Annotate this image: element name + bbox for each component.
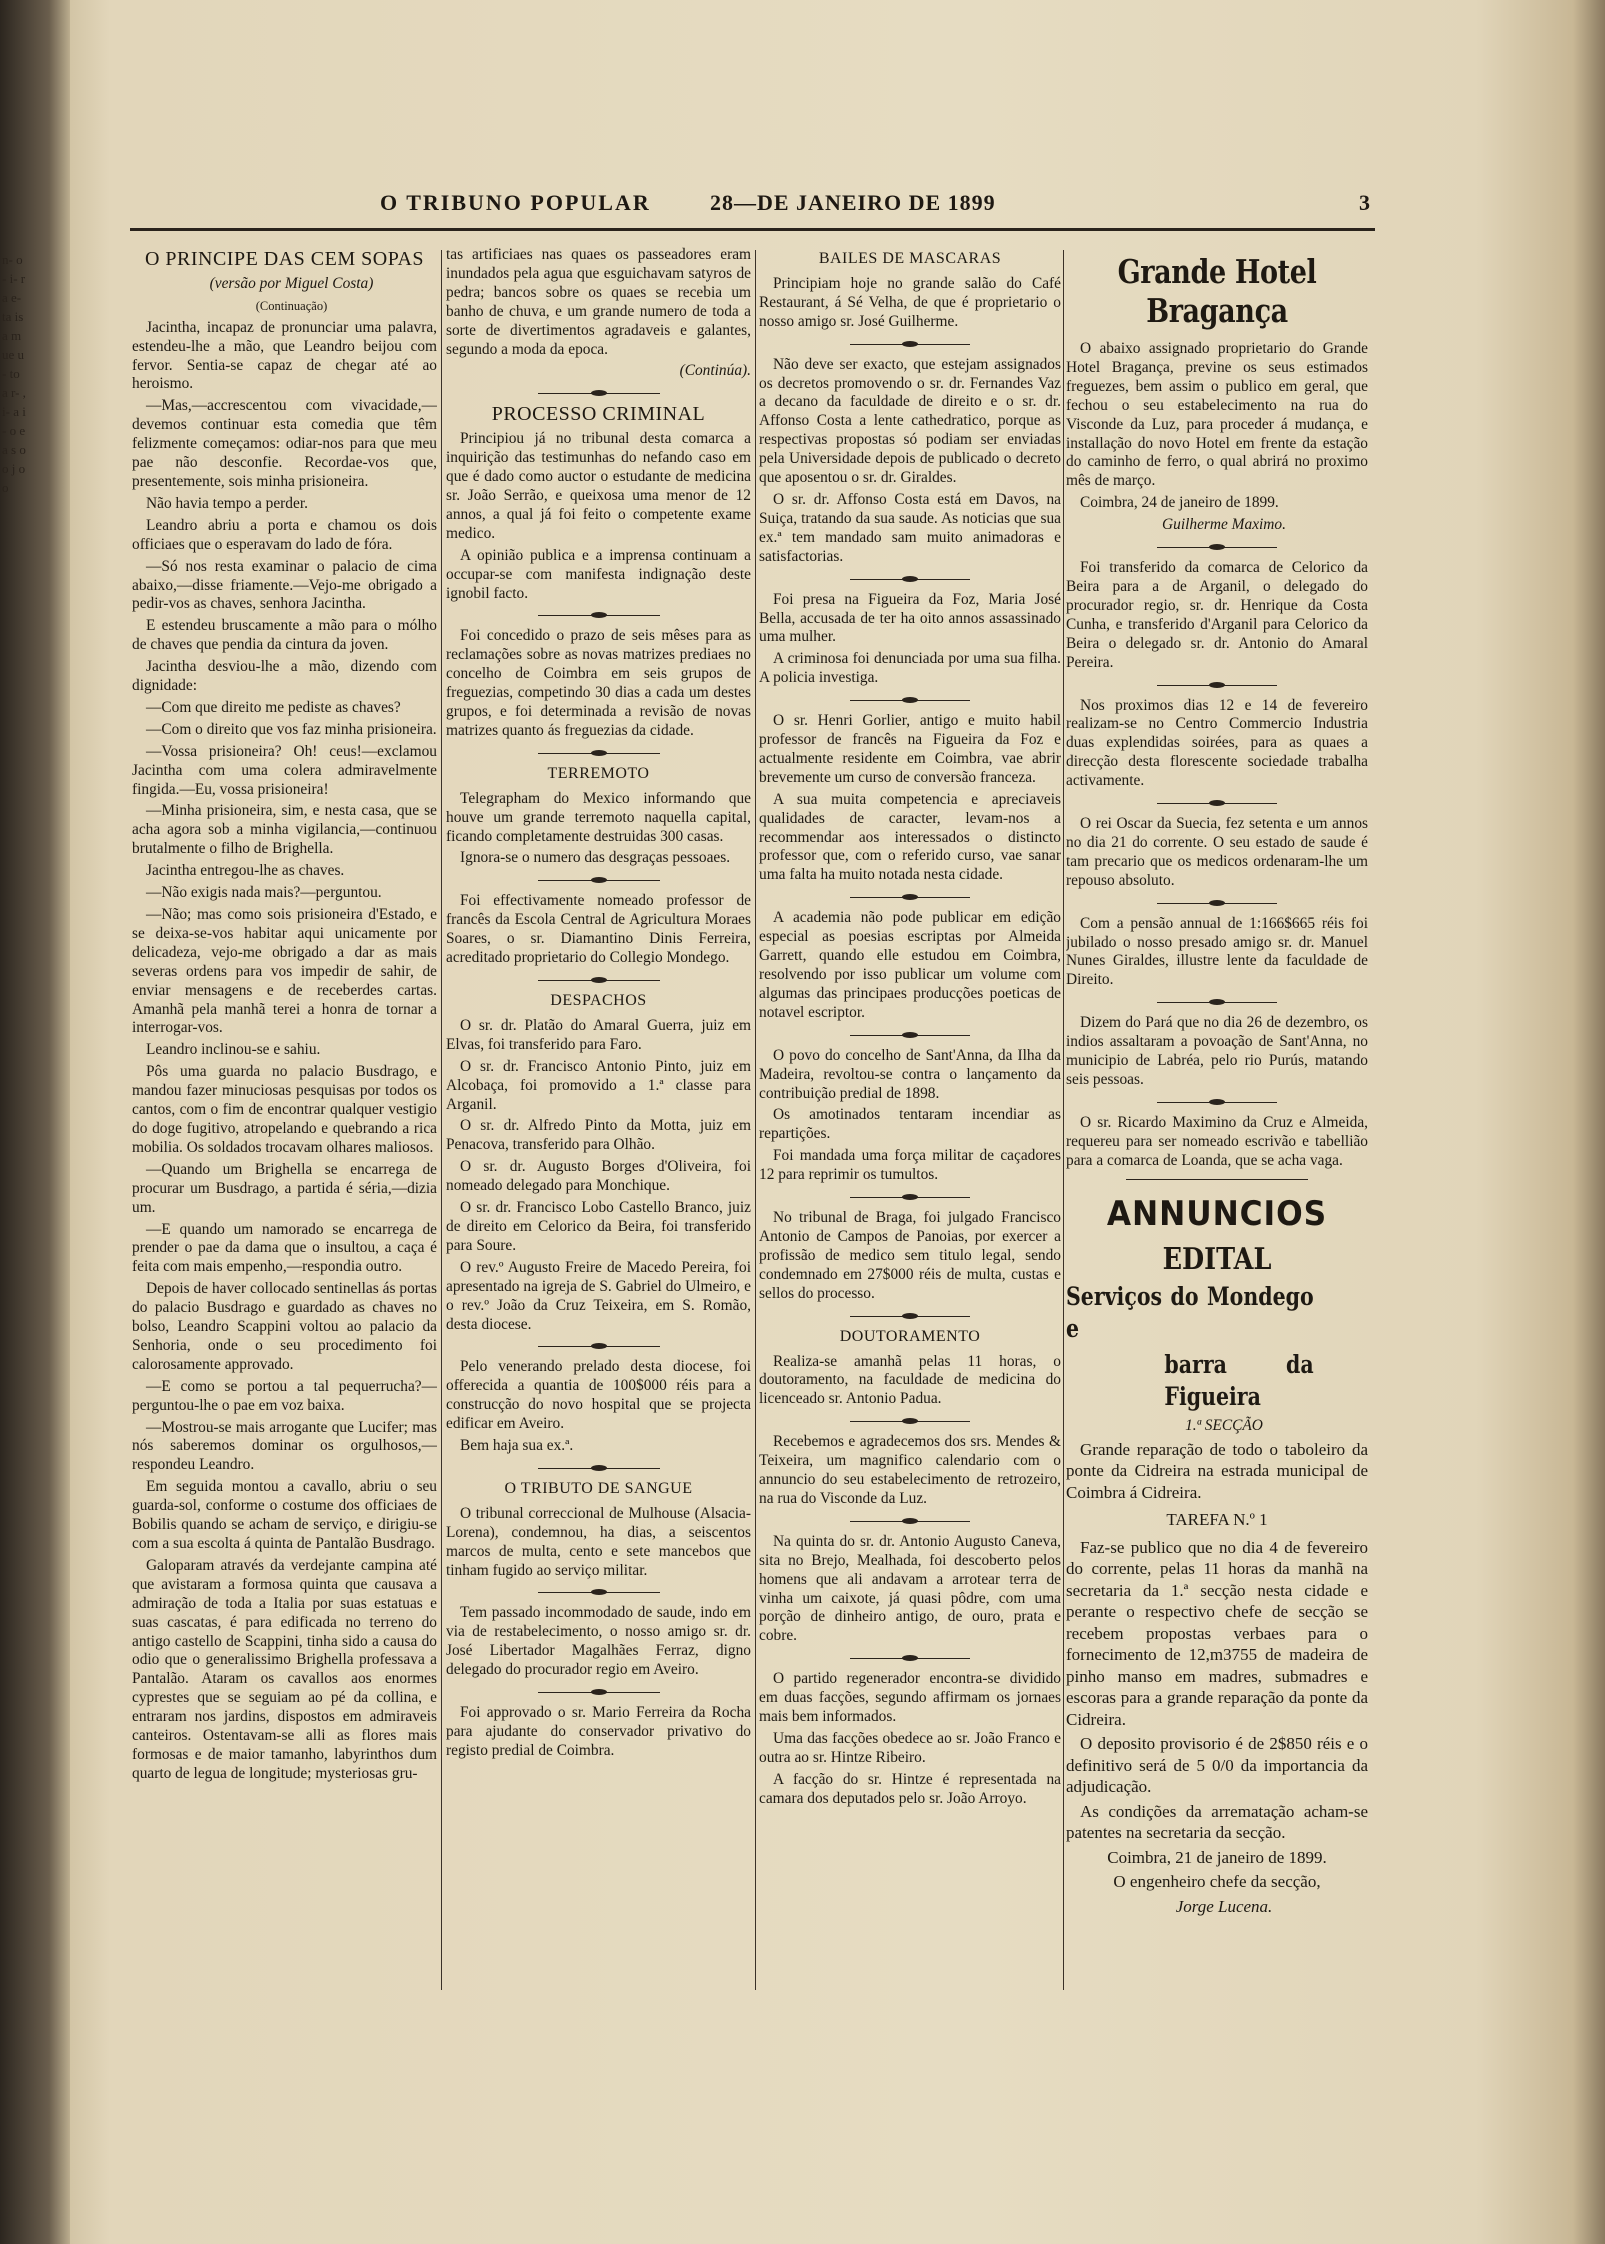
paragraph: As condições da arrematação acham-se patentes na secretaria da secção. xyxy=(1066,1801,1368,1843)
column-2 xyxy=(446,246,751,2006)
paragraph: —Só nos resta examinar o palacio de cima abaixo,—disse friamente.—Vejo-me obrigado a pedir-vos as chaves, senhora Jacintha. xyxy=(132,557,437,613)
paragraph: —Mostrou-se mais arrogante que Lucifer; mas nós saberemos dominar os orgulhosos,—respondeu Leandro. xyxy=(132,1418,437,1474)
section-heading: O TRIBUTO DE SANGUE xyxy=(504,1479,693,1497)
edital-title-line-2: barra da Figueira xyxy=(1164,1349,1314,1411)
ornament-separator xyxy=(759,336,1061,352)
paragraph: Leandro inclinou-se e sahiu. xyxy=(146,1041,321,1059)
ornament-separator xyxy=(759,692,1061,708)
paragraph: O povo do concelho de Sant'Anna, da Ilha da Madeira, revoltou-se contra o lançamento da contribuição predial de 1898. xyxy=(759,1046,1061,1102)
continua-label: (Continúa). xyxy=(679,362,751,380)
paragraph: O sr. Ricardo Maximino da Cruz e Almeida, requereu para ser nomeado escrivão e tabellião para a comarca de Loanda, que se acha vaga. xyxy=(1066,1113,1368,1169)
paragraph: O sr. Henri Gorlier, antigo e muito habil professor de francês na Figueira da Foz e actualmente residente em Coimbra, vae abrir brevemente um curso de conversão franceza. xyxy=(759,712,1061,786)
paragraph: Foi mandada uma força militar de caçadores 12 para reprimir os tumultos. xyxy=(759,1147,1061,1184)
paragraph: Foi transferido da comarca de Celorico da Beira para a de Arganil, o delegado do procurador regio, sr. dr. Henrique da Costa Cunha, e transferido d'Arganil para Celorico da Beira o delegado sr. dr. Antonio do Amaral Pereira. xyxy=(1066,559,1368,671)
paragraph: Em seguida montou a cavallo, abriu o seu guarda-sol, conforme o costume dos officiaes de Bobilis quando se acham de serviço, e dirigiu-se com a sua escolta á quinta de Pantalão Busdrago. xyxy=(132,1478,437,1552)
paragraph: Pelo venerando prelado desta diocese, foi offerecida a quantia de 100$000 réis para a construcção do novo hospital que se projecta edificar em Aveiro. xyxy=(446,1358,751,1433)
paragraph: Jacintha, incapaz de pronunciar uma palavra, estendeu-lhe a mão, que Leandro beijou com fervor. Sentia-se capaz de chegar até ao heroismo. xyxy=(132,318,437,393)
ornament-separator xyxy=(446,385,751,401)
ornament-separator xyxy=(759,1189,1061,1205)
section-heading: PROCESSO CRIMINAL xyxy=(491,403,706,426)
ornament-separator xyxy=(446,1338,751,1354)
paragraph: tas artificiaes nas quaes os passeadores eram inundados pela agua que esguichavam satyros de pedra; bancos sobre os quaes se recebia um banho de chuva, e um grande numero de toda a sorte de divertimentos agradaveis e galantes, segundo a moda da epoca. xyxy=(446,246,751,358)
paragraph: Principiou já no tribunal desta comarca a inquirição das testimunhas do nefando caso em que é dado como auctor o estudante de medicina sr. João Serrão, e queixosa uma menor de 12 annos, a qual já foi feito o competente exame medico. xyxy=(446,430,751,542)
column-rule xyxy=(1063,250,1064,1990)
column-1 xyxy=(132,246,437,2006)
ornament-separator xyxy=(1066,1094,1368,1110)
paragraph: Não havia tempo a perder. xyxy=(146,494,308,512)
paragraph: O rev.º Augusto Freire de Macedo Pereira, foi apresentado na igreja de S. Gabriel do Ulmeiro, e o rev.º João da Cruz Teixeira, em S. Romão, desta diocese. xyxy=(446,1258,751,1333)
edital-chief: O engenheiro chefe da secção, xyxy=(1113,1872,1321,1892)
paragraph: Nos proximos dias 12 e 14 de fevereiro realizam-se no Centro Commercio Industria duas explendidas soirées, para as quaes a direcção desta florescente sociedade trabalha activamente. xyxy=(1066,696,1368,790)
paragraph: O sr. dr. Platão do Amaral Guerra, juiz em Elvas, foi transferido para Faro. xyxy=(446,1016,751,1053)
book-spine xyxy=(0,0,70,2244)
edital-heading: EDITAL xyxy=(1162,1241,1272,1277)
paragraph: Principiam hoje no grande salão do Café Restaurant, á Sé Velha, de que é proprietario o nosso amigo sr. José Guilherme. xyxy=(759,274,1061,330)
annuncios-heading: ANNUNCIOS xyxy=(1106,1193,1328,1234)
paragraph: —Não; mas como sois prisioneira d'Estado, e se deixa-se-vos habitar aqui unicamente por delicadeza, vejo-me obrigado a dar as mais severas ordens para vos impedir de sahir, de enviar mensagens e de receberdes cartas. Amanhã pela manhã terei a honra de tornar a interrogar-vos. xyxy=(132,906,437,1037)
issue-date: 28—DE JANEIRO DE 1899 xyxy=(710,190,996,215)
column-4 xyxy=(1066,246,1368,2006)
paragraph: Uma das facções obedece ao sr. João Franco e outra ao sr. Hintze Ribeiro. xyxy=(759,1730,1061,1766)
ornament-separator xyxy=(446,1584,751,1600)
section-heading: DESPACHOS xyxy=(550,992,647,1009)
paragraph: O sr. dr. Affonso Costa está em Davos, na Suiça, tratando da sua saude. As noticias que sua ex.ª tem mandado sam muito animadoras e satisfactorias. xyxy=(759,490,1061,565)
paragraph: O deposito provisorio é de 2$850 réis e o definitivo será de 5 0/0 da importancia da adjudicação. xyxy=(1066,1734,1368,1797)
advert-date: Coimbra, 24 de janeiro de 1899. xyxy=(1080,494,1279,512)
column-rule xyxy=(755,250,756,1990)
continuation-label: (Continuação) xyxy=(255,298,328,313)
paragraph: Foi presa na Figueira da Foz, Maria José Bella, accusada de ter ha oito annos assassinado uma mulher. xyxy=(759,590,1061,646)
feuilleton-subtitle: (versão por Miguel Costa) xyxy=(209,274,374,292)
ornament-separator xyxy=(1066,677,1368,693)
paragraph: —E quando um namorado se encarrega de prender o pae da dama que o insultou, a caça é feita com mais empenho,—respondia outro. xyxy=(132,1220,437,1276)
paragraph: O abaixo assignado proprietario do Grande Hotel Bragança, previne os seus estimados freguezes, bem assim o publico em geral, que fechou o seu estabelecimento na rua do Visconde da Luz, para proceder á mudança, e installação do novo Hotel em frente da estação do caminho de ferro, o qual abrirá no proximo mês de março. xyxy=(1066,340,1368,490)
paragraph: A sua muita competencia e apreciaveis qualidades de caracter, levam-nos a recommendar aos interessados o distincto professor que, com o referido curso, vae sanar uma falta ha muito notada nesta cidade. xyxy=(759,790,1061,884)
paragraph: Dizem do Pará que no dia 26 de dezembro, os indios assaltaram a povoação de Sant'Anna, no municipio de Labréa, pelo rio Purús, matando seis pessoas. xyxy=(1066,1014,1368,1088)
paragraph: —Mas,—accrescentou com vivacidade,—devemos continuar esta comedia que têm felizmente começamos: odiar-nos para que meu pae não desconfie. Recordae-vos que, presentemente, sois minha prisioneira. xyxy=(132,397,437,490)
paragraph: —Não exigis nada mais?—perguntou. xyxy=(146,884,382,902)
feuilleton-title: O PRINCIPE DAS CEM SOPAS xyxy=(144,248,425,270)
newspaper-title: O TRIBUNO POPULAR xyxy=(380,190,651,215)
ornament-separator xyxy=(759,1027,1061,1043)
paragraph: —Quando um Brighella se encarrega de procurar um Busdrago, a partida é séria,—dizia um. xyxy=(132,1160,437,1216)
paragraph: E estendeu bruscamente a mão para o mólho de chaves que pendia da cintura da joven. xyxy=(132,617,437,654)
paragraph: Grande reparação de todo o taboleiro da ponte da Cidreira na estrada municipal de Coimbra á Cidreira. xyxy=(1066,1439,1368,1502)
section-heading: TERREMOTO xyxy=(547,764,650,782)
paragraph: Foi concedido o prazo de seis mêses para as reclamações sobre as novas matrizes prediaes no concelho de Coimbra em seis grupos de freguezias, competindo 30 dias a cada um destes grupos, e foi determinada a revisão de novas matrizes quanto ás freguezias da cidade. xyxy=(446,627,751,739)
paragraph: —Com o direito que vos faz minha prisioneira. xyxy=(146,720,437,738)
ornament-separator xyxy=(759,889,1061,905)
masthead xyxy=(380,190,1370,220)
paragraph: A criminosa foi denunciada por uma sua filha. A policia investiga. xyxy=(759,650,1061,687)
paragraph: —Com que direito me pediste as chaves? xyxy=(146,698,401,716)
ornament-separator xyxy=(1066,539,1368,555)
hotel-advert-title: Grande Hotel Bragança xyxy=(1117,252,1317,330)
ornament-separator xyxy=(446,1460,751,1476)
paragraph: Recebemos e agradecemos dos srs. Mendes & Teixeira, um magnifico calendario com o annuncio do seu estabelecimento de retrozeiro, na rua do Visconde da Luz. xyxy=(759,1433,1061,1507)
paragraph: Os amotinados tentaram incendiar as repartições. xyxy=(759,1106,1061,1143)
paragraph: Pôs uma guarda no palacio Busdrago, e mandou fazer minuciosas pesquisas por todos os cantos, com o fim de encontrar qualquer vestigio do doge fugitivo, atropelando e quebrando a rica mobilia. Os soldados trocavam olhares maliosos. xyxy=(132,1063,437,1156)
seccao-label: 1.ª SECÇÃO xyxy=(1185,1416,1263,1434)
paragraph: —E como se portou a tal pequerrucha?—perguntou-lhe o pae em voz baixa. xyxy=(132,1377,437,1414)
paragraph: Jacintha desviou-lhe a mão, dizendo com dignidade: xyxy=(132,658,437,695)
paragraph: Galoparam através da verdejante campina até que avistaram a formosa quinta que causava a admiração de toda a Italia por suas estatuas e suas cascatas, é para edificada no terreno do antigo castello de Scappini, tinha sido a causa do odio que o generalissimo Brighella professava a Pantalão. Ataram os cavallos aos enormes cyprestes que se seguiam ao pé da collina, e entraram nos jardins, dispostos em admiraveis canteiros. Ostentavam-se alli as flores mais formosas e de maior tamanho, labyrinthos dum quarto de legua de longitude; mysteriosas gru- xyxy=(132,1556,437,1782)
spine-text-fragments: n- o- i- ra e- ta is a m ue u- to a r- ,i- a i- o e a s o o j o o xyxy=(2,252,26,495)
paragraph: Depois de haver collocado sentinellas ás portas do palacio Busdrago e guardado as chaves no bolso, Leandro Scappini voltou ao palacio da Senhoria, onde o seu procedimento foi calorosamente approvado. xyxy=(132,1280,437,1373)
edital-date: Coimbra, 21 de janeiro de 1899. xyxy=(1107,1847,1327,1867)
ornament-separator xyxy=(1066,994,1368,1010)
ornament-separator xyxy=(759,1513,1061,1529)
paragraph: Tem passado incommodado de saude, indo em via de restabelecimento, o nosso amigo sr. dr. José Libertador Magalhães Ferraz, digno delegado do procurador regio em Aveiro. xyxy=(446,1604,751,1679)
advert-signature: Guilherme Maximo. xyxy=(1162,516,1286,534)
ornament-separator xyxy=(759,1413,1061,1429)
paragraph: O tribunal correccional de Mulhouse (Alsacia-Lorena), condemnou, ha dias, a seiscentos marcos de multa, cento e sete mancebos que tinham fugido ao serviço militar. xyxy=(446,1504,751,1579)
ornament-separator xyxy=(1066,795,1368,811)
paragraph: A academia não pode publicar em edição especial as poesias escriptas por Almeida Garrett, quando elle estudou em Coimbra, resolvendo por isso publicar um volume com algumas das principaes producções poeticas de notavel escriptor. xyxy=(759,909,1061,1021)
paragraph: Não deve ser exacto, que estejam assignados os decretos promovendo o sr. dr. Fernandes Vaz a decano da faculdade de direito e o sr. dr. Affonso Costa a lente cathedratico, porque as respectivas propostas só podiam ser enviadas pela Universidade depois de publicado o decreto que aposentou o sr. dr. Giraldes. xyxy=(759,355,1061,487)
paragraph: Faz-se publico que no dia 4 de fevereiro do corrente, pelas 11 horas da manhã na secretaria da 1.ª secção nesta cidade e perante o respectivo chefe de secção se recebem propostas verbaes para o fornecimento de 12,m3755 de madeira de pinho manso em madres, submadres e escoras para a grande reparação da ponte da Cidreira. xyxy=(1066,1537,1368,1729)
masthead-rule xyxy=(130,228,1375,231)
paragraph: Foi approvado o sr. Mario Ferreira da Rocha para ajudante do conservador privativo do registo predial de Coimbra. xyxy=(446,1704,751,1759)
paragraph: O sr. dr. Francisco Lobo Castello Branco, juiz de direito em Celorico da Beira, foi transferido para Soure. xyxy=(446,1199,751,1254)
paragraph: —Minha prisioneira, sim, e nesta casa, que se acha agora sob a minha vigilancia,—continuou brutalmente o filho de Brighella. xyxy=(132,802,437,858)
paragraph: A opinião publica e a imprensa continuam a occupar-se com manifesta indignação deste ignobil facto. xyxy=(446,546,751,602)
ornament-separator xyxy=(446,872,751,888)
paragraph: —Vossa prisioneira? Oh! ceus!—exclamou Jacintha com uma colera admiravelmente fingida.—Eu, vossa prisioneira! xyxy=(132,742,437,798)
ornament-separator xyxy=(1066,895,1368,911)
section-heading: DOUTORAMENTO xyxy=(839,1327,981,1345)
paragraph: Telegrapham do Mexico informando que houve um grande terremoto naquella capital, ficando completamente destruidas 300 casas. xyxy=(446,789,751,845)
tarefa-label: TAREFA N.º 1 xyxy=(1166,1510,1268,1530)
page-number: 3 xyxy=(1359,190,1370,215)
paragraph: No tribunal de Braga, foi julgado Francisco Antonio de Campos de Panoias, por exercer a profissão de medico sem titulo legal, sendo condemnado em 27$000 réis de multa, custas e sellos do processo. xyxy=(759,1209,1061,1302)
edital-title-line-1: Serviços do Mondego e xyxy=(1066,1281,1314,1343)
column-rule xyxy=(441,250,442,1990)
section-heading: BAILES DE MASCARAS xyxy=(818,250,1002,267)
ornament-separator xyxy=(446,972,751,988)
ornament-separator xyxy=(446,607,751,623)
ornament-separator xyxy=(759,1308,1061,1324)
ornament-separator xyxy=(446,745,751,761)
paragraph: Com a pensão annual de 1:166$665 réis foi jubilado o nosso presado amigo sr. dr. Manuel Nunes Giraldes, illustre lente da faculdade de Direito. xyxy=(1066,914,1368,989)
edital-signature: Jorge Lucena. xyxy=(1175,1896,1273,1916)
divider xyxy=(1126,1179,1307,1180)
paragraph: Bem haja sua ex.ª. xyxy=(460,1437,574,1455)
paragraph: Foi effectivamente nomeado professor de francês da Escola Central de Agricultura Moraes Soares, o sr. Diamantino Dinis Ferreira, acreditado proprietario do Collegio Mondego. xyxy=(446,892,751,967)
paragraph: Leandro abriu a porta e chamou os dois officiaes que o esperavam do lado de fóra. xyxy=(132,516,437,553)
paragraph: Jacintha entregou-lhe as chaves. xyxy=(146,862,345,880)
paragraph: O partido regenerador encontra-se dividido em duas facções, segundo affirmam os jornaes mais bem informados. xyxy=(759,1670,1061,1726)
paragraph: O sr. dr. Augusto Borges d'Oliveira, foi nomeado delegado para Monchique. xyxy=(446,1158,751,1195)
ornament-separator xyxy=(446,1684,751,1700)
paragraph: O rei Oscar da Suecia, fez setenta e um annos no dia 21 do corrente. O seu estado de saude é tam precario que os medicos ordenaram-lhe um repouso absoluto. xyxy=(1066,815,1368,889)
paragraph: Na quinta do sr. dr. Antonio Augusto Caneva, sita no Brejo, Mealhada, foi descoberto pelos homens que ali andavam a arrotear terra de vinha um caixote, já quasi pôdre, com uma porção de dinheiro antigo, de ouro, prata e cobre. xyxy=(759,1532,1061,1645)
paragraph: Ignora-se o numero das desgraças pessoaes. xyxy=(460,849,731,867)
ornament-separator xyxy=(759,571,1061,587)
paragraph: O sr. dr. Alfredo Pinto da Motta, juiz em Penacova, transferido para Olhão. xyxy=(446,1117,751,1154)
column-3 xyxy=(759,246,1061,2006)
paragraph: Realiza-se amanhã pelas 11 horas, o doutoramento, na faculdade de medicina do licenceado sr. Antonio Padua. xyxy=(759,1352,1061,1408)
ornament-separator xyxy=(759,1650,1061,1666)
paragraph: O sr. dr. Francisco Antonio Pinto, juiz em Alcobaça, foi promovido a 1.ª classe para Arganil. xyxy=(446,1057,751,1113)
paragraph: A facção do sr. Hintze é representada na camara dos deputados pelo sr. João Arroyo. xyxy=(759,1770,1061,1807)
